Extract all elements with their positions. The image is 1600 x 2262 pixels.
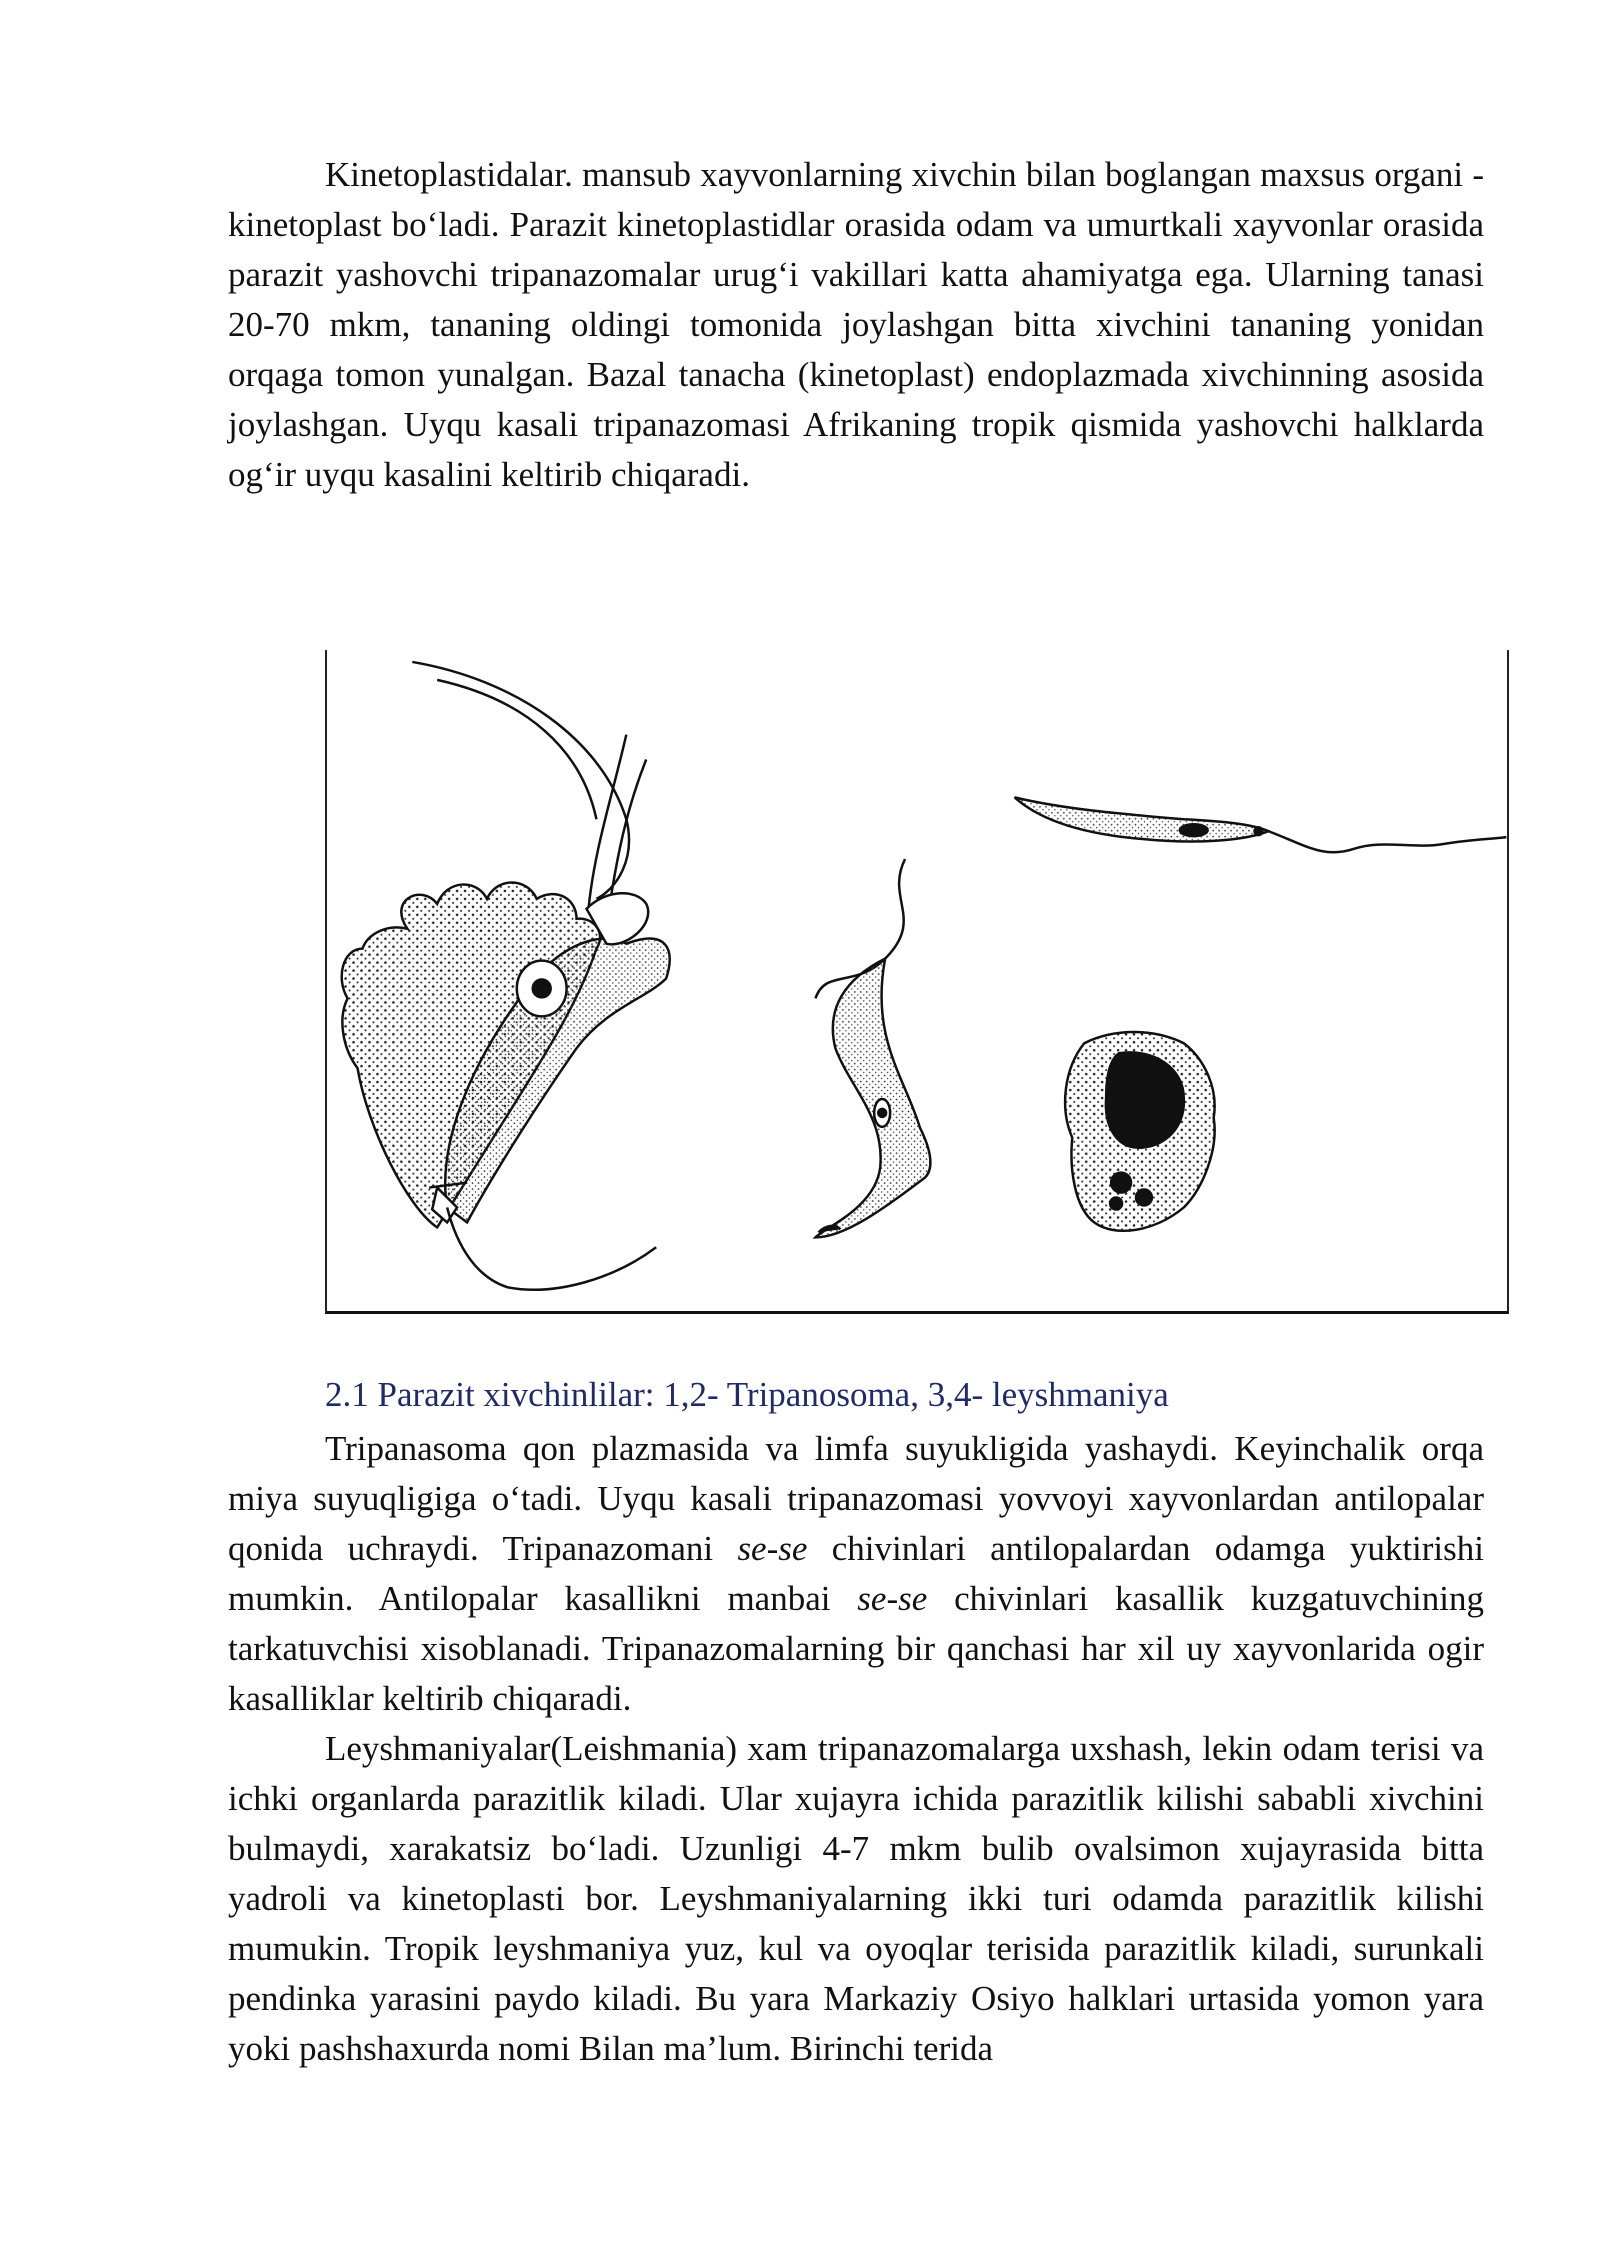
se-se-term-1: se-se <box>737 1529 808 1568</box>
paragraph-kinetoplastidalar: Kinetoplastidalar. mansub xayvonlarning xivchin bilan boglangan maxsus organi - kinetoplast bo‘ladi. Parazit kinetoplastidlar orasida odam va umurtkali xayvonlar orasida parazit yashovchi tripanazomalar urug‘i vakillari katta ahamiyatga ega. Ularning tanasi 20-70 mkm, tananing oldingi tomonida joylashgan bitta xivchini tananing yonidan orqaga tomon yunalgan. Bazal tanacha (kinetoplast) endoplazmada xivchinning asosida joylashgan. Uyqu kasali tripanazomasi Afrikaning tropik qismida yashovchi halklarda og‘ir uyqu kasalini keltirib chiqaradi. <box>228 155 1484 494</box>
intro-text-block <box>228 150 1484 500</box>
paragraph-tripanasoma-part2: chivinlari antilopalardan odamga yuktirishi mumkin. Antilopalar kasallikni manbai <box>228 1529 1484 1618</box>
se-se-term-2: se-se <box>857 1579 928 1618</box>
figure-caption: 2.1 Parazit xivchinlilar: 1,2- Tripanosoma, 3,4- leyshmaniya <box>325 1375 1169 1414</box>
paragraph-tripanasoma-part3: chivinlari kasallik kuzgatuvchining tarkatuvchisi xisoblanadi. Tripanazomalarning bir qanchasi har xil uy xayvonlarida ogir kasalliklar keltirib chiqaradi. <box>228 1579 1484 1718</box>
trypanosoma-large-drawing <box>342 662 670 1290</box>
main-text-block <box>228 1424 1484 2074</box>
leishmania-amastigote-drawing <box>1065 1032 1214 1231</box>
trypanosoma-slender-drawing <box>815 859 930 1237</box>
paragraph-leyshmaniyalar: Leyshmaniyalar(Leishmania) xam tripanazomalarga uxshash, lekin odam terisi va ichki organlarda parazitlik kiladi. Ular xujayra ichida parazitlik kilishi sababli xivchini bulmaydi, xarakatsiz bo‘ladi. Uzunligi 4-7 mkm bulib ovalsimon xujayrasida bitta yadroli va kinetoplasti bor. Leyshmaniyalarning ikki turi odamda parazitlik kilishi mumukin. Tropik leyshmaniya yuz, kul va oyoqlar terisida parazitlik kiladi, surunkali pendinka yarasini paydo kiladi. Bu yara Markaziy Osiyo halklari urtasida yomon yara yoki pashshaxurda nomi Bilan ma’lum. Birinchi terida <box>228 1729 1484 2068</box>
leishmania-promastigote-drawing <box>1015 797 1507 852</box>
paragraph-tripanasoma <box>228 1424 1484 1724</box>
parasite-illustration <box>327 650 1507 1311</box>
figure-trypanosoma-leishmania <box>325 650 1509 1314</box>
paragraph-tripanasoma-part1: Tripanasoma qon plazmasida va limfa suyukligida yashaydi. Keyinchalik orqa miya suyuqligiga o‘tadi. Uyqu kasali tripanazomasi yovvoyi xayvonlardan antilopalar qonida uchraydi. Tripanazomani <box>228 1429 1484 1568</box>
